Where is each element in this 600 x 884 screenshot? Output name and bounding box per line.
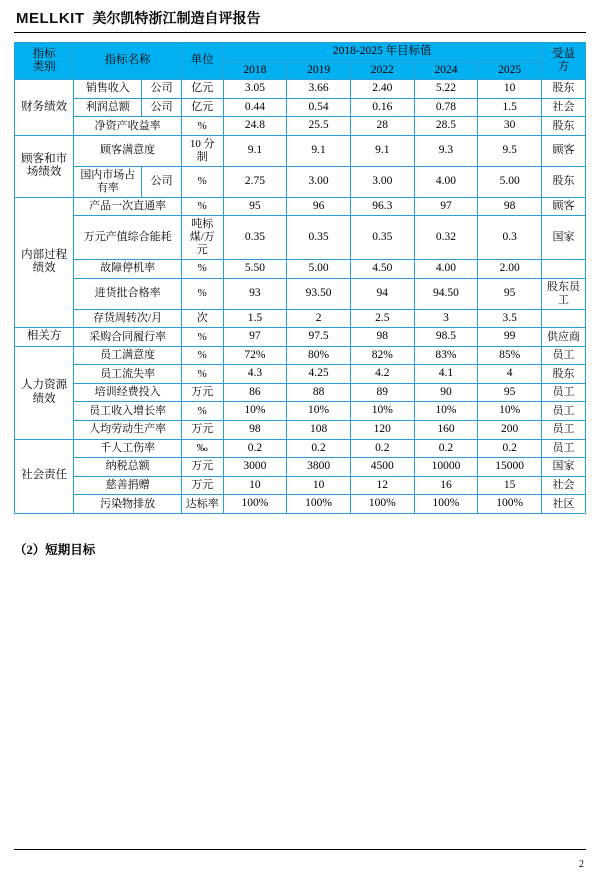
- row-unit: %: [181, 346, 223, 365]
- row-value-2018: 4.3: [223, 365, 287, 384]
- row-value-2025: 95: [478, 278, 542, 309]
- row-beneficiary: 股东: [541, 80, 585, 99]
- row-value-2018: 0.35: [223, 216, 287, 260]
- row-unit: 吨标煤/万元: [181, 216, 223, 260]
- table-row: [15, 402, 586, 421]
- row-indicator-name: 存货周转次/月: [74, 309, 182, 328]
- th-beneficiary-line1: 受益: [551, 47, 575, 60]
- table-row: [15, 495, 586, 514]
- row-indicator-name: 培训经费投入: [74, 383, 182, 402]
- row-unit: %: [181, 197, 223, 216]
- row-unit: ‰: [181, 439, 223, 458]
- row-value-2024: 3: [414, 309, 478, 328]
- row-beneficiary: 社会: [541, 98, 585, 117]
- row-value-2022: 89: [350, 383, 414, 402]
- row-unit: 亿元: [181, 98, 223, 117]
- row-value-2022: 2.40: [350, 80, 414, 99]
- row-value-2022: 10%: [350, 402, 414, 421]
- th-category: [15, 43, 74, 80]
- table-header: [15, 43, 586, 80]
- table-row: [15, 117, 586, 136]
- row-beneficiary: 社会: [541, 476, 585, 495]
- row-value-2018: 97: [223, 328, 287, 347]
- row-value-2025: 200: [478, 421, 542, 440]
- row-value-2025: 0.3: [478, 216, 542, 260]
- row-beneficiary: 社区: [541, 495, 585, 514]
- brand-logo: MELLKIT: [16, 10, 85, 27]
- row-value-2022: 100%: [350, 495, 414, 514]
- row-category: 相关方: [15, 328, 74, 347]
- row-value-2025: 9.5: [478, 135, 542, 166]
- row-unit: %: [181, 166, 223, 197]
- row-value-2019: 93.50: [287, 278, 351, 309]
- row-value-2019: 0.54: [287, 98, 351, 117]
- page-title: 美尔凯特浙江制造自评报告: [92, 12, 261, 27]
- row-indicator-scope: 公司: [142, 98, 182, 117]
- row-value-2018: 2.75: [223, 166, 287, 197]
- row-value-2019: 0.35: [287, 216, 351, 260]
- row-category: 内部过程绩效: [15, 197, 74, 328]
- row-value-2022: 2.5: [350, 309, 414, 328]
- row-value-2025: 98: [478, 197, 542, 216]
- row-value-2024: 10000: [414, 458, 478, 477]
- row-indicator-name: 纳税总额: [74, 458, 182, 477]
- row-indicator-name: 故障停机率: [74, 260, 182, 279]
- row-indicator-name: 员工流失率: [74, 365, 182, 384]
- row-value-2024: 4.1: [414, 365, 478, 384]
- row-value-2022: 4.50: [350, 260, 414, 279]
- row-value-2022: 96.3: [350, 197, 414, 216]
- row-beneficiary: [541, 309, 585, 328]
- row-indicator-name: 千人工伤率: [74, 439, 182, 458]
- row-value-2018: 86: [223, 383, 287, 402]
- th-year-2022: 2022: [350, 61, 414, 80]
- row-indicator-name: 员工满意度: [74, 346, 182, 365]
- page-number: 2: [579, 859, 584, 870]
- row-beneficiary: 员工: [541, 421, 585, 440]
- table-row: [15, 365, 586, 384]
- row-beneficiary: 供应商: [541, 328, 585, 347]
- row-value-2024: 9.3: [414, 135, 478, 166]
- row-value-2018: 0.44: [223, 98, 287, 117]
- row-beneficiary: 员工: [541, 402, 585, 421]
- row-value-2018: 95: [223, 197, 287, 216]
- th-category-line1: 指标: [32, 47, 56, 60]
- row-value-2024: 97: [414, 197, 478, 216]
- row-value-2024: 83%: [414, 346, 478, 365]
- row-value-2019: 4.25: [287, 365, 351, 384]
- row-value-2018: 3.05: [223, 80, 287, 99]
- row-value-2018: 10: [223, 476, 287, 495]
- row-value-2022: 28: [350, 117, 414, 136]
- row-indicator-name: 万元产值综合能耗: [74, 216, 182, 260]
- footer-divider: [14, 849, 586, 850]
- row-value-2025: 10: [478, 80, 542, 99]
- row-unit: %: [181, 260, 223, 279]
- row-value-2025: 5.00: [478, 166, 542, 197]
- row-indicator-name: 产品一次直通率: [74, 197, 182, 216]
- th-category-line2: 类别: [32, 61, 56, 74]
- table-row: [15, 439, 586, 458]
- row-value-2019: 97.5: [287, 328, 351, 347]
- th-unit: 单位: [181, 43, 223, 80]
- row-value-2019: 3.00: [287, 166, 351, 197]
- row-unit: 10 分制: [181, 135, 223, 166]
- row-value-2022: 0.16: [350, 98, 414, 117]
- row-beneficiary: 员工: [541, 383, 585, 402]
- th-year-2025: 2025: [478, 61, 542, 80]
- row-value-2025: 2.00: [478, 260, 542, 279]
- th-year-2019: 2019: [287, 61, 351, 80]
- row-value-2018: 10%: [223, 402, 287, 421]
- row-value-2022: 98: [350, 328, 414, 347]
- row-value-2022: 94: [350, 278, 414, 309]
- row-value-2025: 4: [478, 365, 542, 384]
- row-value-2019: 108: [287, 421, 351, 440]
- row-value-2019: 9.1: [287, 135, 351, 166]
- row-value-2018: 93: [223, 278, 287, 309]
- row-indicator-name: 员工收入增长率: [74, 402, 182, 421]
- row-value-2022: 0.35: [350, 216, 414, 260]
- row-value-2024: 5.22: [414, 80, 478, 99]
- row-unit: %: [181, 365, 223, 384]
- table-row: [15, 309, 586, 328]
- row-value-2018: 72%: [223, 346, 287, 365]
- th-year-2024: 2024: [414, 61, 478, 80]
- row-value-2025: 99: [478, 328, 542, 347]
- row-value-2024: 0.2: [414, 439, 478, 458]
- row-value-2025: 95: [478, 383, 542, 402]
- table-row: [15, 458, 586, 477]
- row-value-2018: 1.5: [223, 309, 287, 328]
- row-indicator-name: 污染物排放: [74, 495, 182, 514]
- row-value-2025: 15: [478, 476, 542, 495]
- row-value-2024: 16: [414, 476, 478, 495]
- row-value-2019: 3.66: [287, 80, 351, 99]
- row-value-2025: 30: [478, 117, 542, 136]
- row-value-2024: 0.78: [414, 98, 478, 117]
- row-value-2018: 9.1: [223, 135, 287, 166]
- table-row: [15, 98, 586, 117]
- th-beneficiary: [541, 43, 585, 80]
- row-value-2018: 3000: [223, 458, 287, 477]
- row-indicator-name: 慈善捐赠: [74, 476, 182, 495]
- row-value-2024: 28.5: [414, 117, 478, 136]
- row-value-2018: 98: [223, 421, 287, 440]
- row-unit: 万元: [181, 421, 223, 440]
- table-row: [15, 346, 586, 365]
- row-beneficiary: 国家: [541, 458, 585, 477]
- table-header-row-1: [15, 43, 586, 62]
- row-value-2018: 0.2: [223, 439, 287, 458]
- row-category: 社会责任: [15, 439, 74, 513]
- row-value-2024: 4.00: [414, 260, 478, 279]
- th-year-2018: 2018: [223, 61, 287, 80]
- row-value-2025: 15000: [478, 458, 542, 477]
- row-beneficiary: 股东: [541, 117, 585, 136]
- row-value-2024: 0.32: [414, 216, 478, 260]
- row-indicator-name: 人均劳动生产率: [74, 421, 182, 440]
- table-row: [15, 278, 586, 309]
- table-body: [15, 80, 586, 514]
- row-unit: 亿元: [181, 80, 223, 99]
- row-indicator-name: 净资产收益率: [74, 117, 182, 136]
- row-unit: 万元: [181, 383, 223, 402]
- row-value-2018: 100%: [223, 495, 287, 514]
- row-unit: %: [181, 402, 223, 421]
- row-value-2024: 160: [414, 421, 478, 440]
- row-value-2019: 10%: [287, 402, 351, 421]
- row-value-2022: 3.00: [350, 166, 414, 197]
- row-value-2019: 88: [287, 383, 351, 402]
- row-category: 财务绩效: [15, 80, 74, 136]
- row-value-2024: 94.50: [414, 278, 478, 309]
- row-value-2018: 24.8: [223, 117, 287, 136]
- row-beneficiary: 员工: [541, 439, 585, 458]
- table-row: [15, 80, 586, 99]
- row-value-2025: 85%: [478, 346, 542, 365]
- row-beneficiary: 股东: [541, 365, 585, 384]
- row-beneficiary: 员工: [541, 346, 585, 365]
- row-value-2019: 0.2: [287, 439, 351, 458]
- row-indicator-name: 顾客满意度: [74, 135, 182, 166]
- row-unit: 次: [181, 309, 223, 328]
- th-target-values: 2018-2025 年目标值: [223, 43, 541, 62]
- row-value-2022: 4.2: [350, 365, 414, 384]
- row-value-2024: 100%: [414, 495, 478, 514]
- row-beneficiary: 股东: [541, 166, 585, 197]
- row-beneficiary: [541, 260, 585, 279]
- row-value-2019: 2: [287, 309, 351, 328]
- row-value-2019: 96: [287, 197, 351, 216]
- table-row: [15, 197, 586, 216]
- th-beneficiary-line2: 方: [557, 61, 570, 74]
- row-unit: %: [181, 117, 223, 136]
- section-heading: （2）短期目标: [14, 542, 96, 557]
- row-category: 顾客和市场绩效: [15, 135, 74, 197]
- row-indicator-name: 国内市场占有率: [74, 166, 142, 197]
- row-beneficiary: 股东员工: [541, 278, 585, 309]
- row-value-2024: 4.00: [414, 166, 478, 197]
- row-indicator-name: 销售收入: [74, 80, 142, 99]
- row-value-2022: 4500: [350, 458, 414, 477]
- row-indicator-scope: 公司: [142, 80, 182, 99]
- th-indicator-name: 指标名称: [74, 43, 182, 80]
- table-row: [15, 328, 586, 347]
- row-value-2022: 0.2: [350, 439, 414, 458]
- row-value-2019: 25.5: [287, 117, 351, 136]
- row-value-2025: 0.2: [478, 439, 542, 458]
- row-value-2022: 82%: [350, 346, 414, 365]
- row-value-2025: 10%: [478, 402, 542, 421]
- row-indicator-name: 采购合同履行率: [74, 328, 182, 347]
- row-value-2024: 10%: [414, 402, 478, 421]
- row-value-2018: 5.50: [223, 260, 287, 279]
- table-row: [15, 476, 586, 495]
- row-value-2024: 98.5: [414, 328, 478, 347]
- row-value-2022: 120: [350, 421, 414, 440]
- row-unit: %: [181, 278, 223, 309]
- row-value-2019: 5.00: [287, 260, 351, 279]
- row-unit: %: [181, 328, 223, 347]
- row-indicator-name: 进货批合格率: [74, 278, 182, 309]
- row-value-2019: 3800: [287, 458, 351, 477]
- row-value-2025: 1.5: [478, 98, 542, 117]
- kpi-table: [14, 42, 586, 514]
- table-row: [15, 135, 586, 166]
- table-row: [15, 216, 586, 260]
- row-beneficiary: 国家: [541, 216, 585, 260]
- row-value-2019: 80%: [287, 346, 351, 365]
- table-row: [15, 383, 586, 402]
- row-value-2022: 9.1: [350, 135, 414, 166]
- row-value-2022: 12: [350, 476, 414, 495]
- row-indicator-scope: 公司: [142, 166, 182, 197]
- table-row: [15, 166, 586, 197]
- row-value-2025: 3.5: [478, 309, 542, 328]
- document-header: [14, 0, 586, 33]
- row-value-2019: 10: [287, 476, 351, 495]
- row-value-2019: 100%: [287, 495, 351, 514]
- row-unit: 万元: [181, 476, 223, 495]
- row-value-2024: 90: [414, 383, 478, 402]
- row-beneficiary: 顾客: [541, 135, 585, 166]
- row-category: 人力资源绩效: [15, 346, 74, 439]
- table-row: [15, 260, 586, 279]
- table-row: [15, 421, 586, 440]
- row-unit: 达标率: [181, 495, 223, 514]
- row-beneficiary: 顾客: [541, 197, 585, 216]
- row-indicator-name: 利润总额: [74, 98, 142, 117]
- row-unit: 万元: [181, 458, 223, 477]
- row-value-2025: 100%: [478, 495, 542, 514]
